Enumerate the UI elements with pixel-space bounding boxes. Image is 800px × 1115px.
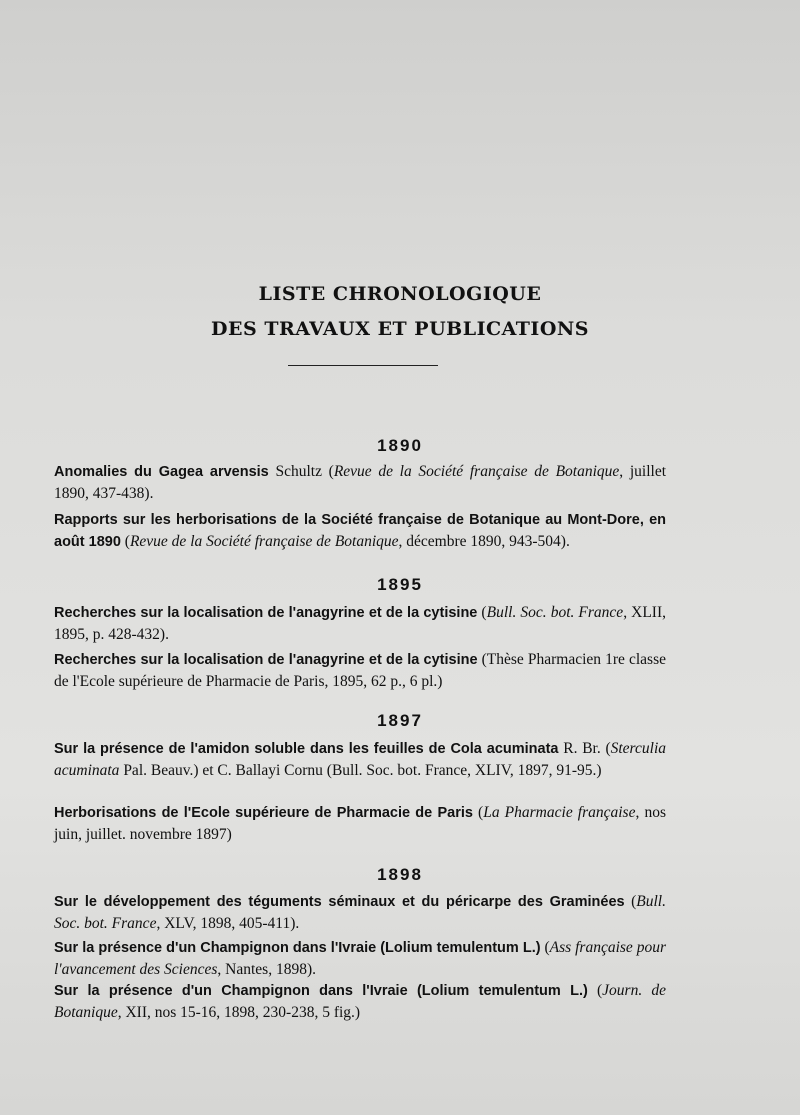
publication-entry: Rapports sur les herborisations de la Société française de Botanique au Mont-Dore, en août 1890 (Revue de la Société française de Botanique, décembre 1890, 943-504).	[54, 512, 666, 550]
year-heading-1895: 1895	[377, 575, 423, 594]
publication-entry: Recherches sur la localisation de l'anagyrine et de la cytisine (Thèse Pharmacien 1re classe de l'Ecole supérieure de Pharmacie de Paris, 1895, 62 p., 6 pl.)	[54, 651, 666, 690]
year-heading-1897: 1897	[377, 711, 423, 730]
publication-entry: Recherches sur la localisation de l'anagyrine et de la cytisine (Bull. Soc. bot. France, XLII, 1895, p. 428-432).	[54, 604, 666, 643]
publication-entry: Sur la présence d'un Champignon dans l'Ivraie (Lolium temulentum L.) (Journ. de Botanique, XII, nos 15-16, 1898, 230-238, 5 fig.)	[54, 982, 666, 1021]
publication-entry: Herborisations de l'Ecole supérieure de Pharmacie de Paris (La Pharmacie française, nos juin, juillet. novembre 1897)	[54, 804, 666, 843]
year-heading-1898: 1898	[377, 865, 423, 884]
page-title-line2: DES TRAVAUX ET PUBLICATIONS	[211, 318, 589, 340]
page-title-line1: LISTE CHRONOLOGIQUE	[258, 283, 542, 305]
year-heading-1890: 1890	[377, 436, 423, 455]
publication-entry: Sur le développement des téguments séminaux et du péricarpe des Graminées (Bull. Soc. bot. France, XLV, 1898, 405-411).	[54, 893, 666, 932]
publication-entry: Sur la présence de l'amidon soluble dans les feuilles de Cola acuminata R. Br. (Sterculia acuminata Pal. Beauv.) et C. Ballayi Cornu (Bull. Soc. bot. France, XLIV, 1897, 91-95.)	[54, 740, 666, 779]
publication-entry: Sur la présence d'un Champignon dans l'Ivraie (Lolium temulentum L.) (Ass française pour l'avancement des Sciences, Nantes, 1898).	[54, 939, 666, 978]
publication-entry: Anomalies du Gagea arvensis Schultz (Revue de la Société française de Botanique, juillet 1890, 437-438).	[54, 463, 667, 502]
title-divider	[288, 365, 438, 366]
